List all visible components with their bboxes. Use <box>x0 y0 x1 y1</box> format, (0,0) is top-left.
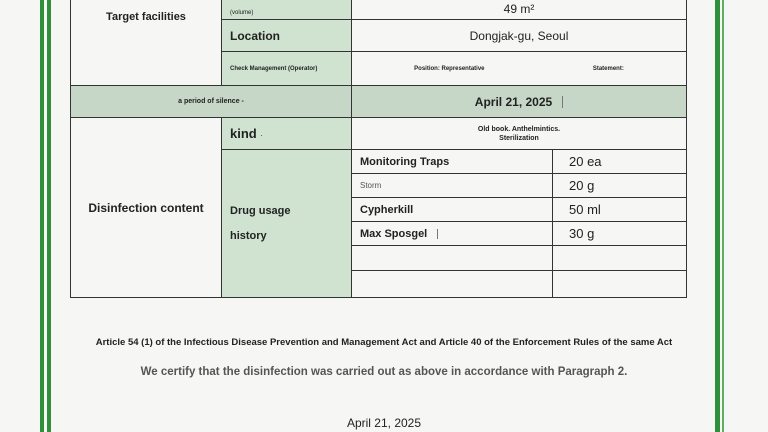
legal-basis-text: Article 54 (1) of the Infectious Disease Prevention and Management Act and Article 40 of the Enforcement Rules of the same Act <box>95 337 673 348</box>
certificate-table <box>70 0 687 298</box>
drug-name: Max Sposgel <box>351 221 553 246</box>
certification-statement: We certify that the disinfection was carried out as above in accordance with Paragraph 2. <box>140 366 628 378</box>
drug-amount: 50 ml <box>552 197 687 222</box>
kind-value: Old book. Anthelmintics. Sterilization <box>351 117 687 150</box>
drug-amount: 20 ea <box>552 149 687 174</box>
drug-name <box>351 270 553 298</box>
location-value: Dongjak-gu, Seoul <box>351 19 687 52</box>
location-label: Location <box>221 19 352 52</box>
drug-amount <box>552 270 687 298</box>
check-management-label: Check Management (Operator) <box>221 51 352 86</box>
position-label: Position: Representative <box>414 65 485 72</box>
drug-name: Storm <box>351 173 553 198</box>
drug-name: Cypherkill <box>351 197 553 222</box>
operator-info <box>351 51 687 86</box>
area-label: (volume) <box>221 0 352 20</box>
drug-amount: 20 g <box>552 173 687 198</box>
drug-name <box>351 245 553 271</box>
target-facilities-label: Target facilities <box>70 0 222 86</box>
area-value: 49 m² <box>351 0 687 20</box>
drug-usage-history-label: Drug usage history <box>221 149 352 298</box>
drug-name: Monitoring Traps <box>351 149 553 174</box>
silence-label: a period of silence - <box>70 85 352 118</box>
disinfection-content-label: Disinfection content <box>70 117 222 298</box>
kind-label: kind . <box>221 117 352 150</box>
issue-date: April 21, 2025 <box>346 416 422 430</box>
silence-value: April 21, 2025 <box>351 85 687 118</box>
statement-label: Statement: <box>592 65 624 72</box>
drug-amount <box>552 245 687 271</box>
drug-amount: 30 g <box>552 221 687 246</box>
